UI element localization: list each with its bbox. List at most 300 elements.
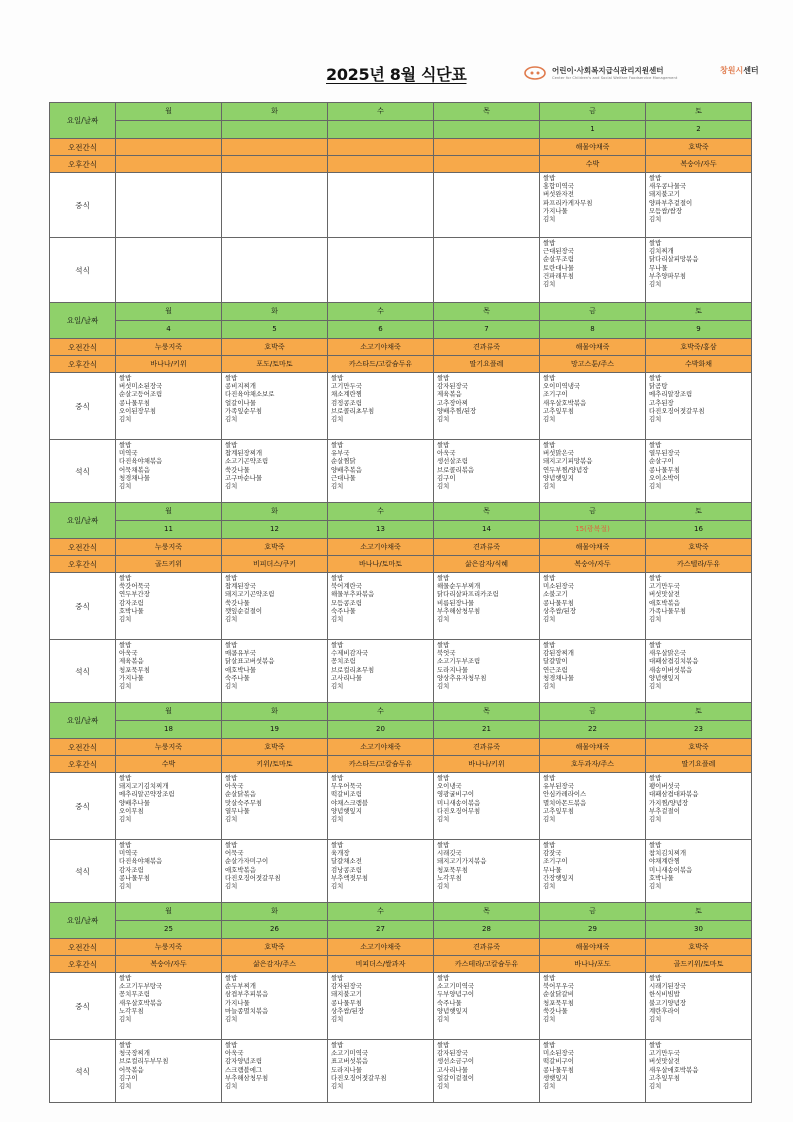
menu-item: 매콤유부국 (225, 649, 256, 658)
snack-cell: 호박죽 (646, 939, 752, 956)
menu-item: 마늘종멸치볶음 (225, 1006, 269, 1015)
menu-item: 쌀밥 (649, 441, 662, 449)
menu-item: 고추장아찌 (437, 398, 468, 407)
am-snack-label: 오전간식 (50, 939, 116, 956)
lunch-label: 중식 (50, 173, 116, 238)
snack-cell: 호두과자/주스 (540, 756, 646, 773)
date-row (50, 121, 752, 139)
snack-cell: 소고기야채죽 (328, 739, 434, 756)
menu-item: 삼겹부추피볶음 (225, 990, 269, 999)
day-date-label: 요일/날짜 (50, 103, 116, 139)
menu-item: 해물부추파볶음 (331, 590, 375, 599)
dinner-menu-cell (434, 1040, 540, 1103)
menu-item: 김치 (225, 615, 238, 624)
snack-cell: 복숭아/자두 (646, 156, 752, 173)
menu-item: 쌀밥 (437, 1041, 450, 1049)
lunch-menu-cell (222, 573, 328, 640)
weekday-cell: 화 (222, 103, 328, 121)
snack-cell: 바나나/키위 (434, 756, 540, 773)
menu-item: 쌀밥 (649, 174, 662, 182)
snack-cell (434, 139, 540, 156)
menu-item: 새송이버섯볶음 (649, 665, 693, 674)
menu-item: 미니새송이볶음 (649, 865, 693, 874)
menu-item: 청경채나물 (543, 673, 574, 682)
snack-cell: 소고기야채죽 (328, 339, 434, 356)
date-cell: 2 (646, 121, 752, 139)
menu-item: 미소된장국 (543, 582, 574, 591)
menu-item: 돼지고기가지볶음 (437, 857, 487, 866)
menu-item: 김치 (331, 482, 344, 491)
menu-item: 찹계된장찌개 (225, 449, 263, 458)
pm-snack-row (50, 756, 752, 773)
dinner-label: 석식 (50, 640, 116, 703)
menu-item: 부추겉절이 (649, 806, 680, 815)
menu-item: 김치 (649, 415, 662, 424)
dinner-menu-cell (540, 1040, 646, 1103)
snack-cell: 삶은감자/식혜 (434, 556, 540, 573)
menu-item: 쌀밥 (331, 641, 344, 649)
menu-item: 비름된장나물 (437, 598, 475, 607)
menu-item: 김치 (331, 415, 344, 424)
dinner-row (50, 840, 752, 903)
menu-item: 북엇국 (437, 649, 456, 658)
menu-item: 쌀밥 (649, 239, 662, 247)
weekday-cell: 금 (540, 503, 646, 521)
dinner-menu-cell (116, 840, 222, 903)
date-cell: 18 (116, 721, 222, 739)
menu-item: 버섯맛살전 (649, 590, 680, 599)
menu-item: 상추쌈/된장 (543, 606, 577, 615)
date-cell: 6 (328, 321, 434, 339)
menu-item: 표고버섯볶음 (331, 1057, 369, 1066)
menu-item: 미역국 (119, 849, 138, 858)
menu-item: 소고기두부탕국 (119, 982, 163, 991)
weekday-row (50, 503, 752, 521)
am-snack-label: 오전간식 (50, 139, 116, 156)
menu-item: 무나물 (543, 865, 562, 874)
pm-snack-row (50, 556, 752, 573)
menu-item: 김치 (331, 615, 344, 624)
snack-cell: 해물야채죽 (540, 739, 646, 756)
pm-snack-row (50, 956, 752, 973)
snack-cell: 망고스툰/주스 (540, 356, 646, 373)
date-row (50, 721, 752, 739)
menu-item: 꽁치조림 (331, 657, 356, 666)
menu-item: 안심카레라이스 (543, 790, 587, 799)
menu-item: 쌀밥 (225, 641, 238, 649)
menu-item: 청국장찌개 (119, 1049, 150, 1058)
weekday-cell: 월 (116, 103, 222, 121)
menu-item: 김치 (543, 682, 556, 691)
menu-item: 쌀밥 (119, 574, 132, 582)
menu-item: 고사리나물 (331, 673, 362, 682)
dinner-menu-cell (116, 640, 222, 703)
menu-item: 닭살표고버섯볶음 (225, 657, 275, 666)
menu-item: 쌀밥 (437, 641, 450, 649)
snack-cell: 견과류죽 (434, 939, 540, 956)
menu-item: 오이무침 (119, 806, 144, 815)
menu-item: 도라지나물 (437, 665, 468, 674)
lunch-menu-cell (328, 173, 434, 238)
dinner-menu-cell (222, 640, 328, 703)
date-cell: 12 (222, 521, 328, 539)
menu-item: 순살구이 (649, 457, 674, 466)
menu-item: 김치 (437, 1015, 450, 1024)
menu-item: 대패삼겹대파볶음 (649, 790, 699, 799)
menu-item: 새우살호박볶음 (543, 398, 587, 407)
menu-item: 쌀밥 (437, 574, 450, 582)
menu-item: 불고기양념장 (649, 998, 687, 1007)
menu-item: 다진오징어무침 (437, 806, 481, 815)
menu-item: 양념햇잎지 (437, 1006, 468, 1015)
date-cell: 19 (222, 721, 328, 739)
menu-item: 숙주나물 (225, 673, 250, 682)
snack-cell: 복숭아/자두 (116, 956, 222, 973)
snack-cell: 견과류죽 (434, 339, 540, 356)
menu-item: 가족잎순무침 (225, 406, 263, 415)
menu-item: 생선소금구이 (437, 1057, 475, 1066)
menu-item: 순살무조림 (543, 255, 574, 264)
snack-cell: 해물야채죽 (540, 339, 646, 356)
menu-item: 가지나물 (119, 673, 144, 682)
date-row (50, 921, 752, 939)
menu-item: 소고기미역국 (437, 982, 475, 991)
menu-item: 채소계란찜 (331, 390, 362, 399)
menu-item: 얼갈이겉절이 (437, 1073, 475, 1082)
weekday-cell: 수 (328, 703, 434, 721)
menu-item: 김치찌개 (649, 247, 674, 256)
lunch-menu-cell (116, 373, 222, 440)
menu-item: 달걀채소전 (331, 857, 362, 866)
menu-item: 쌀밥 (649, 974, 662, 982)
menu-item: 한식비빔밥 (649, 990, 680, 999)
menu-item: 김치 (331, 1015, 344, 1024)
menu-item: 쌀밥 (543, 774, 556, 782)
menu-item: 쌀밥 (225, 441, 238, 449)
menu-item: 소불고기 (543, 590, 568, 599)
lunch-row (50, 573, 752, 640)
menu-item: 생햇잎지 (543, 1073, 568, 1082)
menu-item: 콩나물무침 (543, 598, 574, 607)
snack-cell (328, 156, 434, 173)
menu-item: 어묵볶음 (119, 1065, 144, 1074)
menu-item: 숙주나물 (331, 606, 356, 615)
menu-item: 김치 (543, 1082, 556, 1091)
dinner-menu-cell (646, 440, 752, 503)
menu-item: 근대나물 (331, 473, 356, 482)
menu-item: 무나물 (649, 263, 668, 272)
pm-snack-row (50, 156, 752, 173)
dinner-label: 석식 (50, 1040, 116, 1103)
menu-item: 김치 (119, 882, 132, 891)
weekday-cell: 화 (222, 503, 328, 521)
menu-item: 쑥갓나물 (225, 598, 250, 607)
snack-cell: 호박죽/홍삼 (646, 339, 752, 356)
menu-item: 어묵국 (225, 849, 244, 858)
menu-item: 감잣국 (543, 849, 562, 858)
center-logo-icon (524, 66, 546, 80)
page-header (0, 58, 793, 88)
menu-item: 제육볶음 (119, 657, 144, 666)
menu-item: 닭다리살파프리카조림 (437, 590, 499, 599)
lunch-menu-cell (540, 573, 646, 640)
menu-item: 무우어묵국 (331, 782, 362, 791)
menu-item: 쌀밥 (437, 374, 450, 382)
dinner-label: 석식 (50, 840, 116, 903)
snack-cell: 수박 (540, 156, 646, 173)
menu-item: 청포묵무침 (437, 865, 468, 874)
snack-cell: 누룽지죽 (116, 739, 222, 756)
menu-item: 연두부찜/양념장 (543, 465, 589, 474)
menu-item: 다진오징어젓갈무침 (225, 873, 281, 882)
menu-item: 김치 (649, 1082, 662, 1091)
date-cell: 28 (434, 921, 540, 939)
menu-item: 상추쌈/된장 (331, 1006, 365, 1015)
snack-cell: 소고기야채죽 (328, 939, 434, 956)
menu-item: 쌀밥 (119, 974, 132, 982)
lunch-menu-cell (434, 773, 540, 840)
menu-item: 아욱국 (119, 649, 138, 658)
menu-item: 김치 (225, 682, 238, 691)
menu-item: 떡갈비구이 (543, 1057, 574, 1066)
menu-item: 파프리카게자무침 (543, 198, 593, 207)
menu-item: 김치 (437, 415, 450, 424)
menu-item: 양념햇잎지 (649, 673, 680, 682)
menu-item: 돼지불고기 (331, 990, 362, 999)
menu-item: 김치 (331, 682, 344, 691)
lunch-menu-cell (540, 173, 646, 238)
weekday-cell: 금 (540, 103, 646, 121)
menu-item: 아욱국 (225, 782, 244, 791)
menu-item: 순살닭볶음 (225, 790, 256, 799)
date-row (50, 521, 752, 539)
menu-item: 쑥갓나물 (225, 465, 250, 474)
menu-item: 김치 (119, 482, 132, 491)
snack-cell: 견과류죽 (434, 539, 540, 556)
snack-cell: 바나나/토마토 (328, 556, 434, 573)
menu-item: 돼지불고기 (649, 190, 680, 199)
menu-item: 아욱국 (225, 1049, 244, 1058)
menu-table-body (50, 103, 752, 1103)
menu-item: 순살가자미구이 (225, 857, 269, 866)
menu-item: 김구이 (437, 473, 456, 482)
snack-cell (116, 156, 222, 173)
menu-item: 고기만두국 (649, 1049, 680, 1058)
dinner-menu-cell (116, 238, 222, 303)
snack-cell: 호박죽 (222, 939, 328, 956)
menu-item: 노각무침 (119, 1006, 144, 1015)
lunch-menu-cell (328, 773, 434, 840)
dinner-label: 석식 (50, 238, 116, 303)
menu-table (49, 102, 752, 1103)
menu-item: 깻잎순겉절이 (225, 606, 263, 615)
am-snack-label: 오전간식 (50, 339, 116, 356)
snack-cell (116, 139, 222, 156)
pm-snack-row (50, 356, 752, 373)
menu-item: 가지찜/양념장 (649, 798, 689, 807)
menu-item: 다진육야채볶음 (119, 457, 163, 466)
menu-item: 김치 (649, 482, 662, 491)
menu-item: 쑥갓어묵국 (119, 582, 150, 591)
menu-item: 열무된장국 (649, 449, 680, 458)
snack-cell (434, 156, 540, 173)
org-subtitle: Center for Children's and Social Welfare Foodservice Management (552, 76, 678, 80)
menu-item: 새우콩나물국 (649, 182, 687, 191)
menu-item: 부추양파무침 (649, 271, 687, 280)
menu-item: 쌀밥 (543, 239, 556, 247)
menu-item: 쌀밥 (331, 441, 344, 449)
snack-cell: 호박죽 (646, 539, 752, 556)
dinner-menu-cell (540, 238, 646, 303)
menu-item: 홍합미역국 (543, 182, 574, 191)
pm-snack-label: 오후간식 (50, 556, 116, 573)
lunch-label: 중식 (50, 973, 116, 1040)
snack-cell: 수박 (116, 756, 222, 773)
snack-cell: 호박죽 (222, 539, 328, 556)
dinner-menu-cell (328, 840, 434, 903)
snack-cell: 누룽지죽 (116, 339, 222, 356)
date-row (50, 321, 752, 339)
menu-item: 부추해삼청무침 (437, 606, 481, 615)
menu-item: 순살찜닭 (331, 457, 356, 466)
lunch-menu-cell (116, 973, 222, 1040)
snack-cell: 골드키위 (116, 556, 222, 573)
date-cell: 13 (328, 521, 434, 539)
menu-item: 콩비지찌개 (225, 382, 256, 391)
menu-item: 김치 (543, 815, 556, 824)
menu-item: 다진육야채소보로 (225, 390, 275, 399)
snack-cell: 카스타드/고칼슘두유 (328, 356, 434, 373)
menu-item: 버섯맑은국 (543, 449, 574, 458)
snack-cell: 호박죽 (222, 339, 328, 356)
weekday-cell: 목 (434, 303, 540, 321)
pm-snack-label: 오후간식 (50, 756, 116, 773)
snack-cell: 비피더스/쿠키 (222, 556, 328, 573)
menu-item: 김치 (543, 215, 556, 224)
menu-item: 김치 (331, 815, 344, 824)
menu-item: 감자조림 (119, 865, 144, 874)
snack-cell: 카스텔라/두유 (646, 556, 752, 573)
weekday-cell: 금 (540, 303, 646, 321)
dinner-menu-cell (646, 640, 752, 703)
center-name (720, 65, 759, 76)
menu-item: 새우살애호박볶음 (649, 1065, 699, 1074)
snack-cell: 키위/토마토 (222, 756, 328, 773)
menu-item: 김치 (119, 1082, 132, 1091)
menu-item: 영광굴비구이 (437, 790, 475, 799)
lunch-menu-cell (646, 373, 752, 440)
dinner-menu-cell (646, 840, 752, 903)
menu-item: 김치 (437, 482, 450, 491)
menu-item: 콩나물무침 (119, 398, 150, 407)
menu-item: 양파부추겉절이 (649, 198, 693, 207)
weekday-row (50, 303, 752, 321)
menu-item: 김치 (225, 1082, 238, 1091)
menu-item: 야채스크램블 (331, 798, 369, 807)
date-cell: 20 (328, 721, 434, 739)
menu-item: 김치 (649, 215, 662, 224)
menu-item: 조기구이 (543, 857, 568, 866)
lunch-menu-cell (222, 773, 328, 840)
weekday-row (50, 703, 752, 721)
menu-item: 오이된장무침 (119, 406, 157, 415)
am-snack-row (50, 339, 752, 356)
menu-item: 쌀밥 (437, 841, 450, 849)
center-name-region: 창원시 (720, 66, 744, 75)
snack-cell: 바나나/포도 (540, 956, 646, 973)
menu-item: 제육볶음 (437, 390, 462, 399)
menu-item: 호박나물 (649, 873, 674, 882)
snack-cell: 누룽지죽 (116, 539, 222, 556)
menu-item: 쌀밥 (543, 374, 556, 382)
menu-item: 감자된장국 (437, 382, 468, 391)
menu-item: 김치 (543, 415, 556, 424)
weekday-cell: 토 (646, 903, 752, 921)
menu-item: 청포묵무침 (119, 665, 150, 674)
menu-item: 콩나물무침 (649, 465, 680, 474)
menu-item: 미역국 (119, 449, 138, 458)
menu-item: 쌀밥 (649, 374, 662, 382)
menu-item: 간장햇잎지 (543, 873, 574, 882)
snack-cell: 견과류죽 (434, 739, 540, 756)
date-cell: 4 (116, 321, 222, 339)
menu-item: 닭다리살피망볶음 (649, 255, 699, 264)
menu-item: 쌀밥 (649, 1041, 662, 1049)
menu-item: 김치 (225, 882, 238, 891)
day-date-label: 요일/날짜 (50, 503, 116, 539)
menu-item: 양배추찜/된장 (437, 406, 477, 415)
menu-item: 김치 (649, 615, 662, 624)
snack-cell: 포도/토마토 (222, 356, 328, 373)
menu-item: 팽이버섯국 (649, 782, 680, 791)
date-cell: 25 (116, 921, 222, 939)
menu-item: 유부된장국 (543, 782, 574, 791)
date-cell: 23 (646, 721, 752, 739)
menu-item: 맛살숙주무침 (225, 798, 263, 807)
pm-snack-label: 오후간식 (50, 956, 116, 973)
menu-item: 참치김치찌개 (649, 849, 687, 858)
lunch-menu-cell (222, 973, 328, 1040)
weekday-cell: 토 (646, 503, 752, 521)
menu-item: 쌀밥 (331, 774, 344, 782)
menu-item: 쌀밥 (119, 441, 132, 449)
menu-item: 쌀밥 (649, 774, 662, 782)
lunch-menu-cell (434, 373, 540, 440)
snack-cell: 골드키위/토마토 (646, 956, 752, 973)
weekday-cell: 월 (116, 903, 222, 921)
dinner-menu-cell (328, 1040, 434, 1103)
dinner-menu-cell (222, 440, 328, 503)
menu-item: 다진육야채볶음 (119, 857, 163, 866)
menu-item: 쌀밥 (543, 441, 556, 449)
menu-item: 쌀밥 (119, 641, 132, 649)
menu-item: 부추해삼청무침 (225, 1073, 269, 1082)
dinner-menu-cell (540, 640, 646, 703)
menu-item: 가지나물 (543, 206, 568, 215)
date-cell: 15(광복절) (540, 521, 646, 539)
menu-item: 쌀밥 (331, 1041, 344, 1049)
menu-item: 버섯맛살전 (649, 1057, 680, 1066)
menu-item: 김치 (225, 815, 238, 824)
menu-item: 쌀밥 (119, 841, 132, 849)
dinner-menu-cell (222, 1040, 328, 1103)
weekday-cell: 화 (222, 703, 328, 721)
am-snack-label: 오전간식 (50, 739, 116, 756)
menu-item: 콩나물무침 (119, 873, 150, 882)
weekday-cell: 수 (328, 903, 434, 921)
menu-item: 양상추유자청무침 (437, 673, 487, 682)
menu-item: 김치 (649, 280, 662, 289)
